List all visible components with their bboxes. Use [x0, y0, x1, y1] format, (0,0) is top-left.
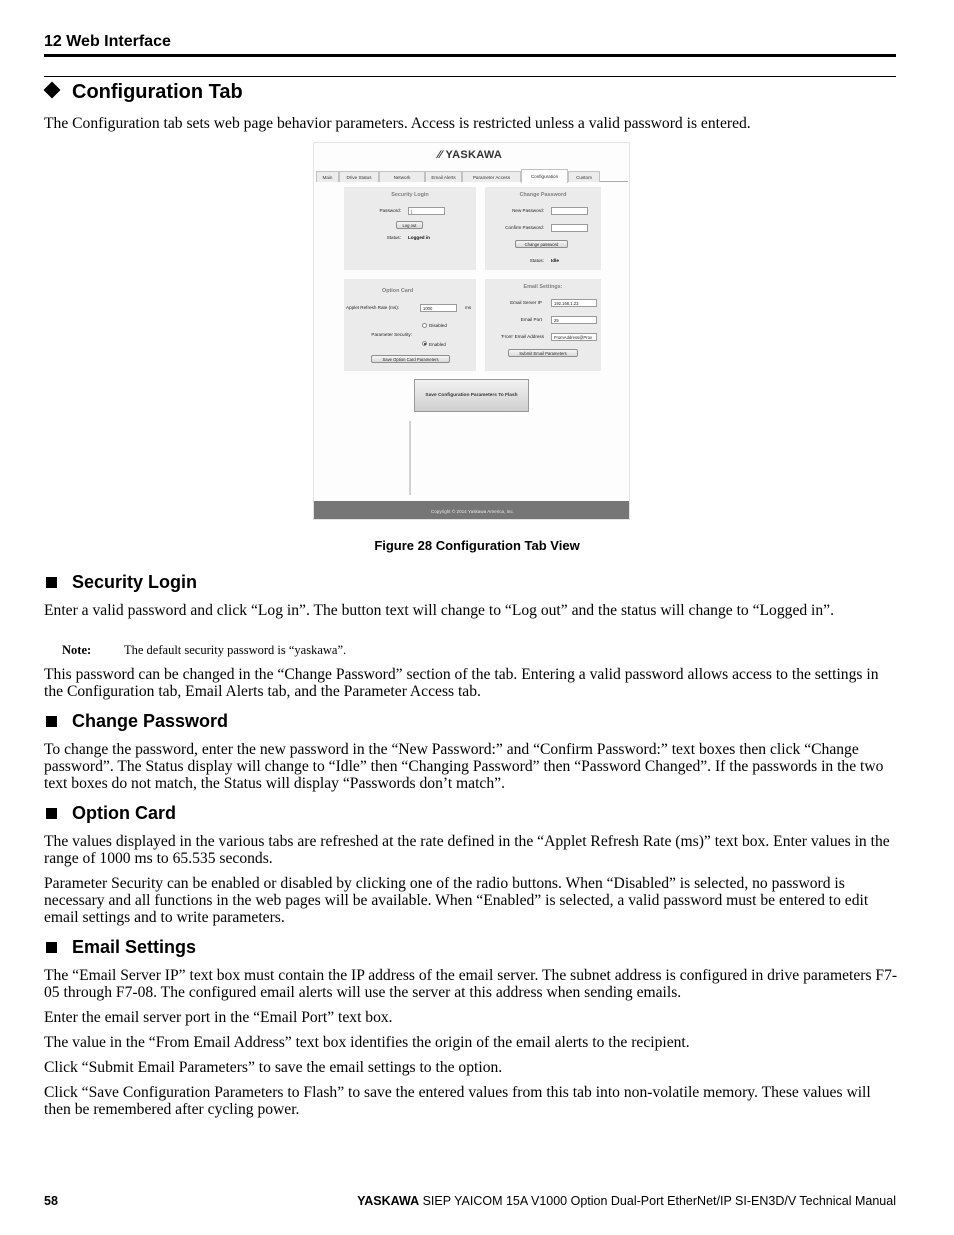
- square-bullet-icon: [46, 577, 57, 588]
- manual-title-text: SIEP YAICOM 15A V1000 Option Dual-Port EtherNet/IP SI-EN3D/V Technical Manual: [419, 1194, 896, 1208]
- enabled-radio[interactable]: [422, 341, 427, 346]
- security-login-panel: [344, 187, 476, 270]
- section-intro: The Configuration tab sets web page behavior parameters. Access is restricted unless a valid password is entered.: [44, 115, 751, 132]
- brand-name: YASKAWA: [357, 1194, 420, 1208]
- tab-network[interactable]: Network: [379, 171, 425, 182]
- email-settings-panel: [485, 279, 601, 371]
- square-bullet-icon: [46, 942, 57, 953]
- login-status-value: Logged in: [408, 235, 430, 240]
- email-port-input[interactable]: 25: [551, 316, 597, 324]
- option-card-p1: The values displayed in the various tabs are refreshed at the rate defined in the “Applet Refresh Rate (ms)” text box. Enter values in the range of 1000 ms to 65.535 seconds.: [44, 833, 890, 867]
- copyright-footer: Copyright © 2014 Yaskawa America, Inc.: [314, 501, 630, 520]
- from-address-input[interactable]: FromAddress@Prov: [551, 333, 597, 341]
- option-card-p2: Parameter Security can be enabled or disabled by clicking one of the radio buttons. When “Disabled” is selected, no password is necessary and all functions in the web pages will be available. When “Enabled” is selected, a valid password must be entered to edit email settings and to write parameters.: [44, 875, 869, 926]
- refresh-rate-label: Applet Refresh Rate (ms):: [346, 305, 400, 310]
- refresh-rate-input[interactable]: 1000: [420, 304, 457, 312]
- enabled-label: Enabled: [429, 342, 446, 347]
- email-settings-heading: [44, 937, 196, 958]
- email-settings-p1: The “Email Server IP” text box must contain the IP address of the email server. The subnet address is configured in drive parameters F7-05 through F7-08. The configured email alerts will use the server at this address when sending emails.: [44, 967, 898, 1001]
- password-label: Password:: [379, 208, 401, 213]
- panel-title: Option Card: [382, 288, 414, 294]
- heading-text: Option Card: [72, 803, 176, 823]
- heading-text: Security Login: [72, 572, 198, 592]
- logo-text: YASKAWA: [445, 149, 503, 161]
- email-settings-p3: The value in the “From Email Address” text box identifies the origin of the email alerts to the recipient.: [44, 1034, 690, 1051]
- chapter-heading: 12 Web Interface: [44, 33, 171, 50]
- heading-text: Change Password: [72, 711, 229, 731]
- security-login-heading: [44, 572, 197, 593]
- header-rule-thin: [44, 76, 896, 77]
- tab-configuration[interactable]: Configuration: [521, 169, 568, 183]
- configuration-tab-figure: [313, 142, 630, 520]
- login-status-label: Status:: [386, 235, 401, 240]
- tab-bar: [316, 169, 628, 182]
- figure-caption: Figure 28 Configuration Tab View: [374, 538, 580, 553]
- logo-mark-icon: ∕∕: [438, 149, 443, 161]
- disabled-radio[interactable]: [422, 323, 427, 328]
- option-card-heading: [44, 803, 176, 824]
- security-login-p1: Enter a valid password and click “Log in”. The button text will change to “Log out” and the status will change to “Logged in”.: [44, 602, 835, 619]
- section-title: [44, 81, 243, 104]
- panel-title: Email Settings:: [523, 284, 563, 290]
- confirm-password-input[interactable]: [551, 224, 588, 232]
- manual-title: [357, 1194, 896, 1208]
- square-bullet-icon: [46, 808, 57, 819]
- confirm-password-label: Confirm Password:: [505, 225, 544, 230]
- new-password-label: New Password:: [512, 208, 544, 213]
- change-password-p1: To change the password, enter the new password in the “New Password:” and “Confirm Password:” text boxes then click “Change password”. The Status display will change to “Idle” then “Changing Password” then “Password Changed”. If the passwords in the two text boxes do not match, the Status will display “Passwords don’t match”.: [44, 741, 884, 792]
- change-password-button[interactable]: Change password: [515, 240, 568, 248]
- new-password-input[interactable]: [551, 207, 588, 215]
- section-title-text: Configuration Tab: [72, 81, 243, 103]
- change-password-status-label: Status:: [529, 258, 544, 263]
- tab-custom[interactable]: Custom: [568, 171, 600, 182]
- tab-main[interactable]: Main: [316, 171, 339, 182]
- option-card-panel: [344, 279, 476, 371]
- refresh-rate-unit: ms: [465, 305, 472, 310]
- email-settings-p5: Click “Save Configuration Parameters to Flash” to save the entered values from this tab into non-volatile memory. These values will then be remembered after cycling power.: [44, 1084, 871, 1118]
- security-login-p2: This password can be changed in the “Change Password” section of the tab. Entering a valid password allows access to the settings in the Configuration tab, Email Alerts tab, and the Parameter Access tab.: [44, 666, 879, 700]
- email-port-label: Email Port: [520, 317, 542, 322]
- disabled-label: Disabled: [429, 323, 447, 328]
- email-server-ip-input[interactable]: 192.168.1.23: [551, 299, 597, 307]
- header-rule: [44, 54, 896, 57]
- note: [62, 643, 346, 658]
- save-option-card-button[interactable]: Save Option Card Parameters: [371, 355, 450, 363]
- email-settings-p4: Click “Submit Email Parameters” to save the email settings to the option.: [44, 1059, 503, 1076]
- tab-parameter-access[interactable]: Parameter Access: [462, 171, 521, 182]
- change-password-heading: [44, 711, 228, 732]
- email-server-ip-label: Email Server IP: [510, 300, 542, 305]
- tab-email-alerts[interactable]: Email Alerts: [425, 171, 462, 182]
- save-to-flash-button[interactable]: Save Configuration Parameters To Flash: [414, 379, 529, 412]
- square-bullet-icon: [46, 716, 57, 727]
- parameter-security-label: Parameter Security:: [371, 332, 412, 337]
- change-password-panel: [485, 187, 601, 270]
- panel-title: Security Login: [391, 192, 429, 198]
- submit-email-button[interactable]: Submit Email Parameters: [508, 349, 578, 357]
- panel-title: Change Password: [519, 192, 567, 198]
- note-label: Note:: [62, 643, 92, 657]
- page-number: 58: [44, 1194, 58, 1208]
- diamond-bullet-icon: [44, 82, 61, 99]
- yaskawa-logo: [438, 149, 502, 161]
- email-settings-p2: Enter the email server port in the “Email Port” text box.: [44, 1009, 393, 1026]
- content-divider: [409, 421, 411, 495]
- note-text: The default security password is “yaskawa”.: [124, 643, 347, 657]
- password-input[interactable]: |: [408, 207, 445, 215]
- heading-text: Email Settings: [72, 937, 197, 957]
- from-address-label: 'From' Email Address: [500, 334, 544, 339]
- tab-drive-status[interactable]: Drive Status: [339, 171, 379, 182]
- log-out-button[interactable]: Log out: [396, 221, 423, 229]
- change-password-status-value: Idle: [551, 258, 559, 263]
